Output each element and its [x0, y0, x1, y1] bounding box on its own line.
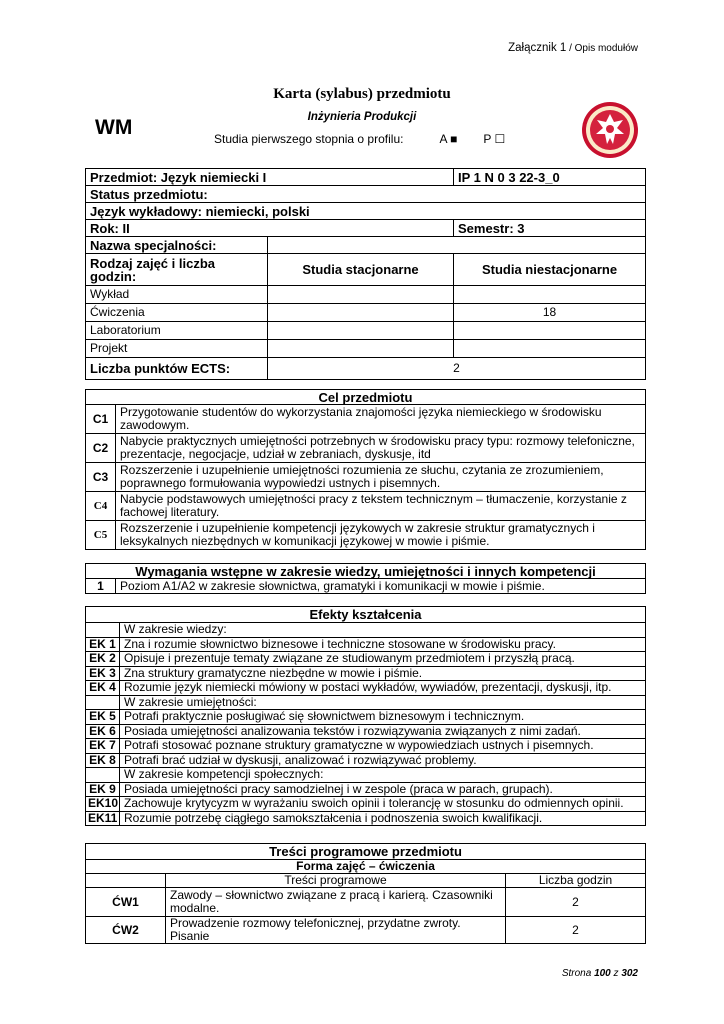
goal-id: C4 [86, 492, 116, 521]
table-row [86, 782, 646, 797]
form-stationary [268, 304, 454, 322]
goal-text: Rozszerzenie i uzupełnienie kompetencji językowych w zakresie struktur gramatycznych i leksykalnych niezbędnych w komunikacji językowej w mowie i piśmie. [116, 521, 646, 550]
form-nonstationary [454, 340, 646, 358]
year-cell: Rok: II [86, 220, 454, 237]
table-row [86, 652, 646, 667]
effects-table [85, 606, 646, 826]
table-row [86, 681, 646, 696]
page-total: 302 [621, 968, 638, 979]
specialty-cell: Nazwa specjalności: [86, 237, 268, 254]
requirement-id: 1 [86, 579, 116, 594]
table-row [86, 637, 646, 652]
effect-id: EK 4 [86, 681, 120, 696]
effect-id: EK 5 [86, 710, 120, 725]
table-row [86, 521, 646, 550]
specialty-value [268, 237, 646, 254]
goal-id: C5 [86, 521, 116, 550]
table-row [86, 768, 646, 783]
goal-text: Nabycie podstawowych umiejętności pracy z tekstem technicznym – tłumaczenie, korzystanie z fachowej literatury. [116, 492, 646, 521]
form-name: Ćwiczenia [86, 304, 268, 322]
profile-line [214, 132, 505, 146]
table-row [86, 724, 646, 739]
page-title: Karta (sylabus) przedmiotu [273, 86, 451, 102]
form-name: Laboratorium [86, 322, 268, 340]
program-form: Forma zajęć – ćwiczenia [86, 860, 646, 874]
language-cell: Język wykładowy: niemiecki, polski [86, 203, 646, 220]
effect-id: EK 1 [86, 637, 120, 652]
goals-header: Cel przedmiotu [86, 390, 646, 405]
effect-id: EK 6 [86, 724, 120, 739]
effect-id [86, 695, 120, 710]
form-name: Projekt [86, 340, 268, 358]
effect-id: EK 8 [86, 753, 120, 768]
goal-text: Przygotowanie studentów do wykorzystania znajomości języka niemieckiego w środowisku zawodowym. [116, 405, 646, 434]
profile-p-option: P ☐ [483, 132, 506, 146]
page-subtitle: Inżynieria Produkcji [307, 111, 417, 123]
effect-text: Rozumie potrzebę ciągłego samokształcenia i podnoszenia swoich kwalifikacji. [120, 811, 646, 826]
effect-text: Zna struktury gramatyczne niezbędne w mowie i piśmie. [120, 666, 646, 681]
requirements-header: Wymagania wstępne w zakresie wiedzy, umiejętności i innych kompetencji [86, 564, 646, 579]
semester-cell: Semestr: 3 [454, 220, 646, 237]
effect-text: Zna i rozumie słownictwo biznesowe i techniczne stosowane w środowisku pracy. [120, 637, 646, 652]
subject-cell: Przedmiot: Język niemiecki I [86, 169, 454, 186]
effect-text: W zakresie wiedzy: [120, 623, 646, 638]
status-cell: Status przedmiotu: [86, 186, 646, 203]
effect-id: EK11 [86, 811, 120, 826]
page-footer [562, 968, 638, 979]
table-row [86, 753, 646, 768]
effect-text: Rozumie język niemiecki mówiony w postaci wykładów, wywiadów, prezentacji, dyskusji, itp. [120, 681, 646, 696]
effect-text: Potrafi stosować poznane struktury gramatyczne w wypowiedziach ustnych i pisemnych. [120, 739, 646, 754]
effect-text: Opisuje i prezentuje tematy związane ze studiowanym przedmiotem i przyszłą pracą. [120, 652, 646, 667]
table-row [86, 710, 646, 725]
table-row [86, 286, 646, 304]
faculty-abbrev: WM [95, 116, 133, 139]
table-row [86, 811, 646, 826]
table-row [86, 666, 646, 681]
program-text: Prowadzenie rozmowy telefonicznej, przydatne zwroty. Pisanie [166, 917, 506, 944]
form-nonstationary [454, 322, 646, 340]
program-hours: 2 [506, 888, 646, 917]
form-stationary [268, 286, 454, 304]
effect-text: Potrafi brać udział w dyskusji, analizować i rozwiązywać problemy. [120, 753, 646, 768]
form-nonstationary [454, 286, 646, 304]
program-text: Zawody – słownictwo związane z pracą i karierą. Czasowniki modalne. [166, 888, 506, 917]
ects-label: Liczba punktów ECTS: [86, 358, 268, 380]
col-nonstationary: Studia niestacjonarne [454, 254, 646, 286]
effect-id: EK 2 [86, 652, 120, 667]
program-id: ĆW2 [86, 917, 166, 944]
effect-id: EK 9 [86, 782, 120, 797]
effect-text: Posiada umiejętności analizowania tekstów i rozwiązywania związanych z nimi zadań. [120, 724, 646, 739]
effect-id: EK10 [86, 797, 120, 812]
form-stationary [268, 322, 454, 340]
attachment-suffix: / Opis modułów [566, 43, 638, 54]
table-row [86, 739, 646, 754]
table-row [86, 917, 646, 944]
goal-id: C2 [86, 434, 116, 463]
university-logo-icon [580, 100, 640, 160]
table-row [86, 797, 646, 812]
col-stationary: Studia stacjonarne [268, 254, 454, 286]
table-row [86, 304, 646, 322]
table-row [86, 405, 646, 434]
table-row [86, 579, 646, 594]
footer-mid: z [610, 968, 622, 979]
effect-text: W zakresie kompetencji społecznych: [120, 768, 646, 783]
table-row [86, 340, 646, 358]
col-hours: Liczba godzin [506, 874, 646, 888]
table-row [86, 492, 646, 521]
table-row [86, 623, 646, 638]
col-content: Treści programowe [166, 874, 506, 888]
program-table [85, 843, 646, 944]
ects-value: 2 [268, 358, 646, 380]
course-code: IP 1 N 0 3 22-3_0 [454, 169, 646, 186]
program-hours: 2 [506, 917, 646, 944]
table-row [86, 888, 646, 917]
form-nonstationary: 18 [454, 304, 646, 322]
effect-text: Potrafi praktycznie posługiwać się słownictwem biznesowym i technicznym. [120, 710, 646, 725]
goal-id: C1 [86, 405, 116, 434]
table-row [86, 695, 646, 710]
program-header: Treści programowe przedmiotu [86, 844, 646, 860]
effect-text: Zachowuje krytycyzm w wyrażaniu swoich opinii i tolerancję w stosunku do odmiennych opinii. [120, 797, 646, 812]
course-info-table [85, 168, 646, 380]
program-empty-cell [86, 874, 166, 888]
page-number: 100 [594, 968, 611, 979]
profile-label: Studia pierwszego stopnia o profilu: [214, 132, 404, 146]
goals-table [85, 389, 646, 550]
effect-id [86, 768, 120, 783]
form-header-cell: Rodzaj zajęć i liczba godzin: [86, 254, 268, 286]
goal-text: Nabycie praktycznych umiejętności potrzebnych w środowisku pracy typu: rozmowy telefoniczne, prezentacje, negocjacje, udział w zebraniach, dyskusje, itd [116, 434, 646, 463]
requirement-text: Poziom A1/A2 w zakresie słownictwa, gramatyki i komunikacji w mowie i piśmie. [116, 579, 646, 594]
profile-a-option: A ■ [439, 132, 458, 146]
attachment-number: Załącznik 1 [508, 42, 567, 54]
effect-id: EK 7 [86, 739, 120, 754]
effect-text: Posiada umiejętności pracy samodzielnej i w zespole (praca w parach, grupach). [120, 782, 646, 797]
effect-text: W zakresie umiejętności: [120, 695, 646, 710]
attachment-label [508, 42, 638, 54]
goal-id: C3 [86, 463, 116, 492]
effect-id [86, 623, 120, 638]
table-row [86, 463, 646, 492]
table-row [86, 322, 646, 340]
footer-prefix: Strona [561, 968, 595, 979]
effects-header: Efekty kształcenia [86, 607, 646, 623]
table-row [86, 434, 646, 463]
requirements-table [85, 563, 646, 594]
form-stationary [268, 340, 454, 358]
effect-id: EK 3 [86, 666, 120, 681]
form-name: Wykład [86, 286, 268, 304]
program-id: ĆW1 [86, 888, 166, 917]
goal-text: Rozszerzenie i uzupełnienie umiejętności rozumienia ze słuchu, czytania ze zrozumieniem, poprawnego formułowania wypowiedzi ustnych i pisemnych. [116, 463, 646, 492]
